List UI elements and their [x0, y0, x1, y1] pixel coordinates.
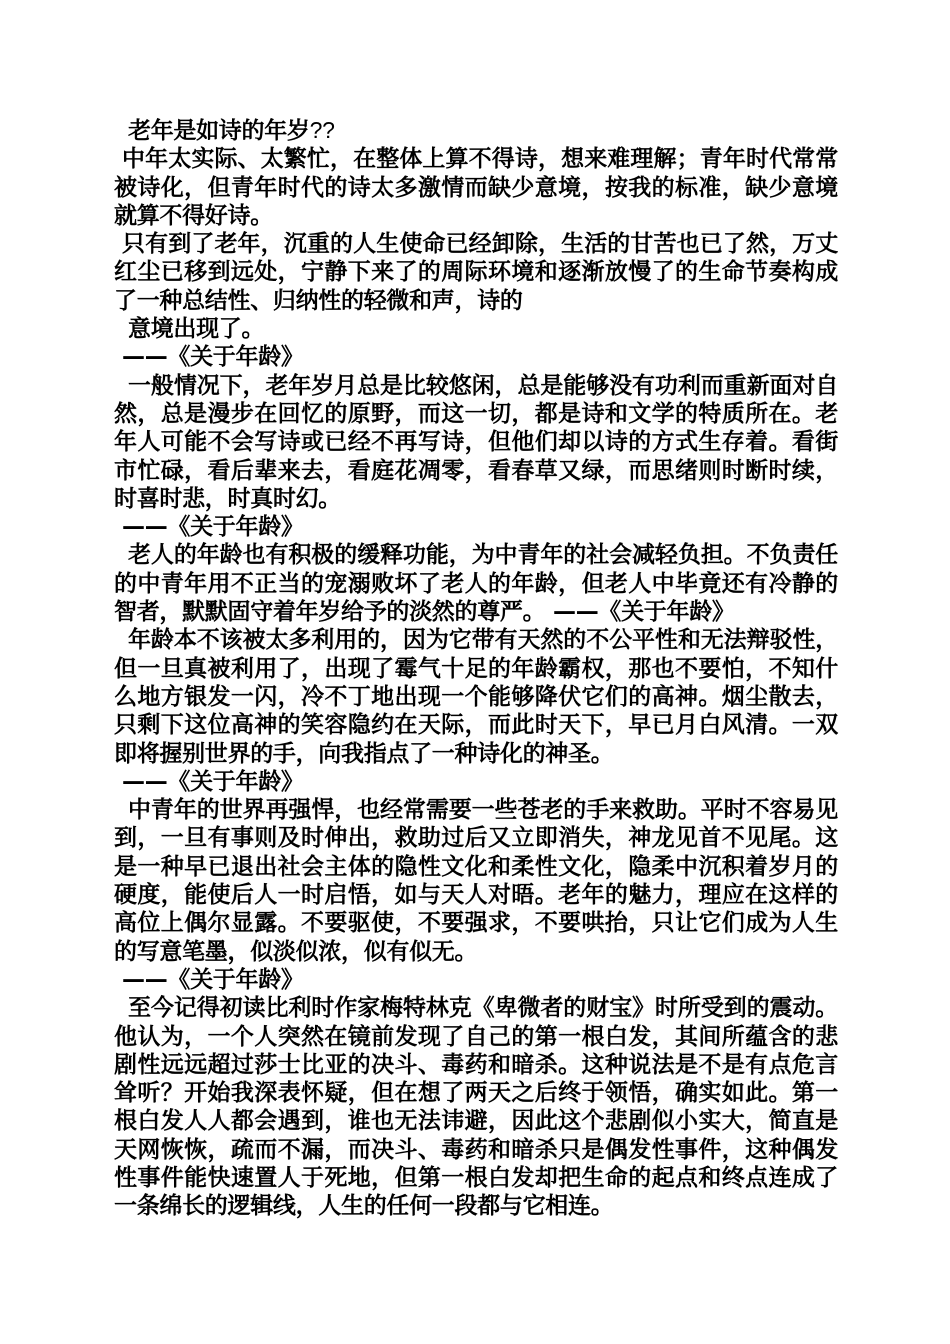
- paragraph-3: 一般情况下，老年岁月总是比较悠闲，总是能够没有功利而重新面对自然，总是漫步在回忆的原野，而这一切，都是诗和文学的特质所在。老年人可能不会写诗或已经不再写诗，但他们却以诗的方式生存着。看街市忙碌，看后辈来去，看庭花凋零，看春草又绿，而思绪则时断时续，时喜时悲，时真时幻。: [114, 372, 838, 512]
- paragraph-1: 中年太实际、太繁忙，在整体上算不得诗，想来难理解；青年时代常常被诗化，但青年时代的诗太多激情而缺少意境，按我的标准，缺少意境就算不得好诗。: [114, 146, 838, 229]
- title-marks: ??: [309, 117, 335, 143]
- paragraph-4: 老人的年龄也有积极的缓释功能，为中青年的社会减轻负担。不负责任的中青年用不正当的宠溺败坏了老人的年龄，但老人中毕竟还有冷静的智者，默默固守着年岁给予的淡然的尊严。 ——《关于年龄》: [114, 542, 838, 626]
- title-text: 老年是如诗的年岁: [128, 118, 310, 144]
- paragraph-5: 年龄本不该被太多利用的，因为它带有天然的不公平性和无法辩驳性，但一旦真被利用了，出现了霉气十足的年龄霸权，那也不要怕，不知什么地方银发一闪，冷不丁地出现一个能够降伏它们的高神。烟尘散去，只剩下这位高神的笑容隐约在天际，而此时天下，早已月白风清。一双即将握别世界的手，向我指点了一种诗化的神圣。: [114, 627, 838, 767]
- source-citation: ——《关于年龄》: [122, 514, 304, 541]
- paragraph-7: 至今记得初读比利时作家梅特林克《卑微者的财宝》时所受到的震动。他认为，一个人突然在镜前发现了自己的第一根白发，其间所蕴含的悲剧性远远超过莎士比亚的决斗、毒药和暗杀。这种说法是不是有点危言耸听？开始我深表怀疑，但在想了两天之后终于领悟，确实如此。第一根白发人人都会遇到，谁也无法讳避，因此这个悲剧似小实大，简直是天网恢恢，疏而不漏，而决斗、毒药和暗杀只是偶发性事件，这种偶发性事件能快速置人于死地，但第一根白发却把生命的起点和终点连成了一条绵长的逻辑线，人生的任何一段都与它相连。: [114, 995, 838, 1220]
- source-citation: ——《关于年龄》: [122, 966, 304, 993]
- paragraph-6: 中青年的世界再强悍，也经常需要一些苍老的手来救助。平时不容易见到，一旦有事则及时伸出，救助过后又立即消失，神龙见首不见尾。这是一种早已退出社会主体的隐性文化和柔性文化，隐柔中沉积着岁月的硬度，能使后人一时启悟，如与天人对晤。老年的魅力，理应在这样的高位上偶尔显露。不要驱使，不要强求，不要哄抬，只让它们成为人生的写意笔墨，似淡似浓，似有似无。: [114, 797, 838, 965]
- source-citation: ——《关于年龄》: [122, 344, 304, 371]
- paragraph-2-continued: 意境出现了。: [128, 316, 265, 343]
- document-title: [114, 116, 838, 145]
- source-citation: ——《关于年龄》: [122, 768, 304, 795]
- document-page: [114, 116, 838, 1221]
- paragraph-2: 只有到了老年，沉重的人生使命已经卸除，生活的甘苦也已了然，万丈红尘已移到远处，宁静下来了的周际环境和逐渐放慢了的生命节奏构成了一种总结性、归纳性的轻微和声，诗的: [114, 231, 838, 314]
